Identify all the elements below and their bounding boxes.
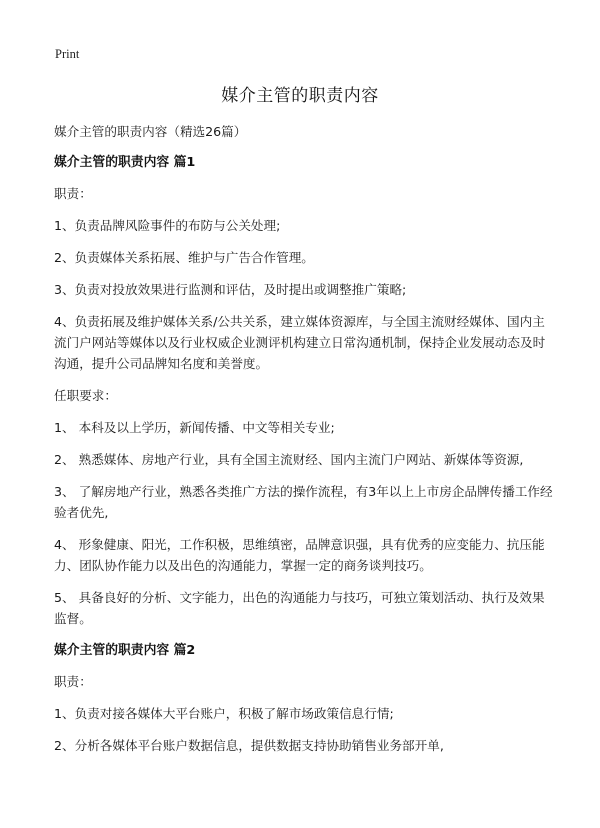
duty-item: 4、负责拓展及维护媒体关系/公共关系，建立媒体资源库，与全国主流财经媒体、国内主流门户网站等媒体以及行业权威企业测评机构建立日常沟通机制，保持企业发展动态及时沟通，提升公司品牌知名度和美誉度。	[54, 314, 546, 371]
page-title: 媒介主管的职责内容	[221, 86, 379, 106]
document-body	[54, 121, 554, 767]
document-subtitle: 媒介主管的职责内容（精选26篇）	[54, 124, 247, 139]
section-heading: 媒介主管的职责内容 篇1	[54, 155, 196, 170]
requirement-item: 1、 本科及以上学历，新闻传播、中文等相关专业;	[54, 420, 335, 435]
requirement-item: 3、 了解房地产行业，熟悉各类推广方法的操作流程，有3年以上上市房企品牌传播工作经验者优先,	[54, 484, 553, 520]
print-label[interactable]: Print	[55, 47, 80, 61]
requirement-item: 5、 具备良好的分析、文字能力，出色的沟通能力与技巧，可独立策划活动、执行及效果监督。	[54, 590, 545, 626]
section-1	[54, 152, 554, 629]
duty-item: 3、负责对投放效果进行监测和评估，及时提出或调整推广策略;	[54, 282, 407, 297]
section-heading: 媒介主管的职责内容 篇2	[54, 643, 196, 658]
requirements-label: 任职要求：	[54, 388, 117, 403]
duty-item: 1、负责品牌风险事件的布防与公关处理;	[54, 218, 281, 233]
requirement-item: 2、 熟悉媒体、房地产行业，具有全国主流财经、国内主流门户网站、新媒体等资源,	[54, 452, 524, 467]
duties-label: 职责：	[54, 674, 92, 689]
duty-item: 2、负责媒体关系拓展、维护与广告合作管理。	[54, 250, 314, 265]
duty-item: 1、负责对接各媒体大平台账户，积极了解市场政策信息行情;	[54, 706, 394, 721]
duties-label: 职责：	[54, 186, 92, 201]
section-2	[54, 640, 554, 756]
duty-item: 2、分析各媒体平台账户数据信息，提供数据支持协助销售业务部开单,	[54, 738, 444, 753]
requirement-item: 4、 形象健康、阳光，工作积极，思维缜密，品牌意识强，具有优秀的应变能力、抗压能力、团队协作能力以及出色的沟通能力，掌握一定的商务谈判技巧。	[54, 537, 545, 573]
